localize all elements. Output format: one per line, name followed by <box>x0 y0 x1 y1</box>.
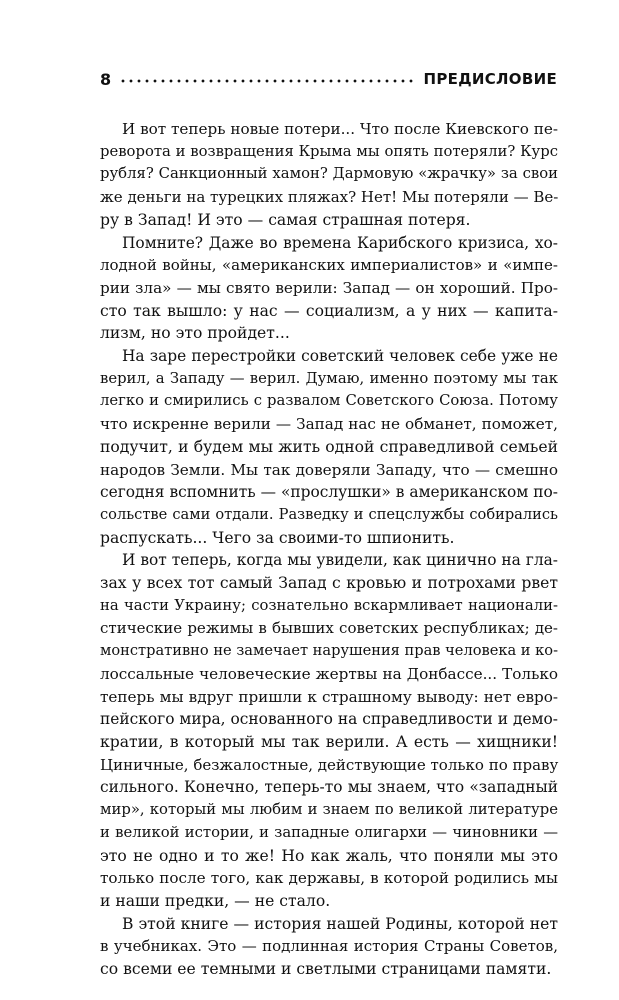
text-line: рубля? Санкционный хамон? Дармовую «жрачку» за свои <box>100 165 558 183</box>
text-line: В этой книге — история нашей Родины, которой нет <box>122 914 558 933</box>
text-line: со всеми ее темными и светлыми страницами памяти. <box>100 960 552 979</box>
text-line: сольстве сами отдали. Разведку и спецслужбы собирались <box>100 505 558 523</box>
text-line: на части Украину; сознательно вскармливает национали- <box>100 596 558 614</box>
text-line: монстративно не замечает нарушения прав человека и ко- <box>100 642 559 660</box>
text-line: только после того, как державы, в которой родились мы <box>100 869 558 888</box>
text-line: и великой истории, и западные олигархи — чиновники — <box>100 823 558 841</box>
text-line: лодной войны, «американских империалистов» и «импе- <box>100 256 558 275</box>
text-line: сто так вышло: у нас — социализм, а у них — капита- <box>100 301 558 320</box>
text-line: теперь мы вдруг пришли к страшному выводу: нет евро- <box>100 687 558 706</box>
text-line: ру в Запад! И это — самая страшная потеря. <box>100 210 471 229</box>
text-line: сегодня вспомнить — «прослушки» в американском по- <box>100 483 558 502</box>
dot-leader <box>119 79 413 83</box>
text-line: рии зла» — мы свято верили: Запад — он хороший. Про- <box>100 278 558 297</box>
text-line: реворота и возвращения Крыма мы опять потеряли? Курс <box>100 142 558 160</box>
page-number: 8 <box>100 69 112 89</box>
text-line: лизм, но это пройдет... <box>100 324 290 343</box>
text-line: лоссальные человеческие жертвы на Донбассе... Только <box>100 664 558 683</box>
body-text <box>100 118 558 981</box>
text-line: зах у всех тот самый Запад с кровью и потрохами рвет <box>100 574 558 593</box>
text-line: сильного. Конечно, теперь-то мы знаем, что «западный <box>100 778 558 797</box>
text-line: стические режимы в бывших советских республиках; де- <box>100 619 558 638</box>
text-line: это не одно и то же! Но как жаль, что поняли мы это <box>100 846 558 865</box>
text-line: Циничные, безжалостные, действующие только по праву <box>100 755 559 774</box>
text-line: народов Земли. Мы так доверяли Западу, что — смешно <box>100 460 558 479</box>
text-line: пейского мира, основанного на справедливости и демо- <box>100 710 558 729</box>
text-line: кратии, в который мы так верили. А есть — хищники! <box>100 732 558 751</box>
section-title: ПРЕДИСЛОВИЕ <box>423 70 557 88</box>
text-line: И вот теперь новые потери... Что после Киевского пе- <box>122 120 558 138</box>
text-line: Помните? Даже во времена Карибского кризиса, хо- <box>122 233 558 252</box>
text-line: и наши предки, — не стало. <box>100 891 331 910</box>
running-header <box>100 66 557 92</box>
text-line: И вот теперь, когда мы увидели, как цинично на гла- <box>122 551 558 570</box>
text-line: в учебниках. Это — подлинная история Страны Советов, <box>100 937 558 956</box>
text-line: же деньги на турецких пляжах? Нет! Мы потеряли — Ве- <box>100 188 559 207</box>
text-line: что искренне верили — Запад нас не обманет, поможет, <box>100 415 558 434</box>
text-line: мир», который мы любим и знаем по великой литературе <box>100 801 558 819</box>
text-line: легко и смирились с развалом Советского Союза. Потому <box>100 392 558 410</box>
text-line: подучит, и будем мы жить одной справедливой семьей <box>100 437 558 456</box>
text-line: верил, а Западу — верил. Думаю, именно поэтому мы так <box>100 369 558 387</box>
text-line: распускать... Чего за своими-то шпионить. <box>100 528 455 547</box>
text-line: На заре перестройки советский человек себе уже не <box>122 347 558 366</box>
